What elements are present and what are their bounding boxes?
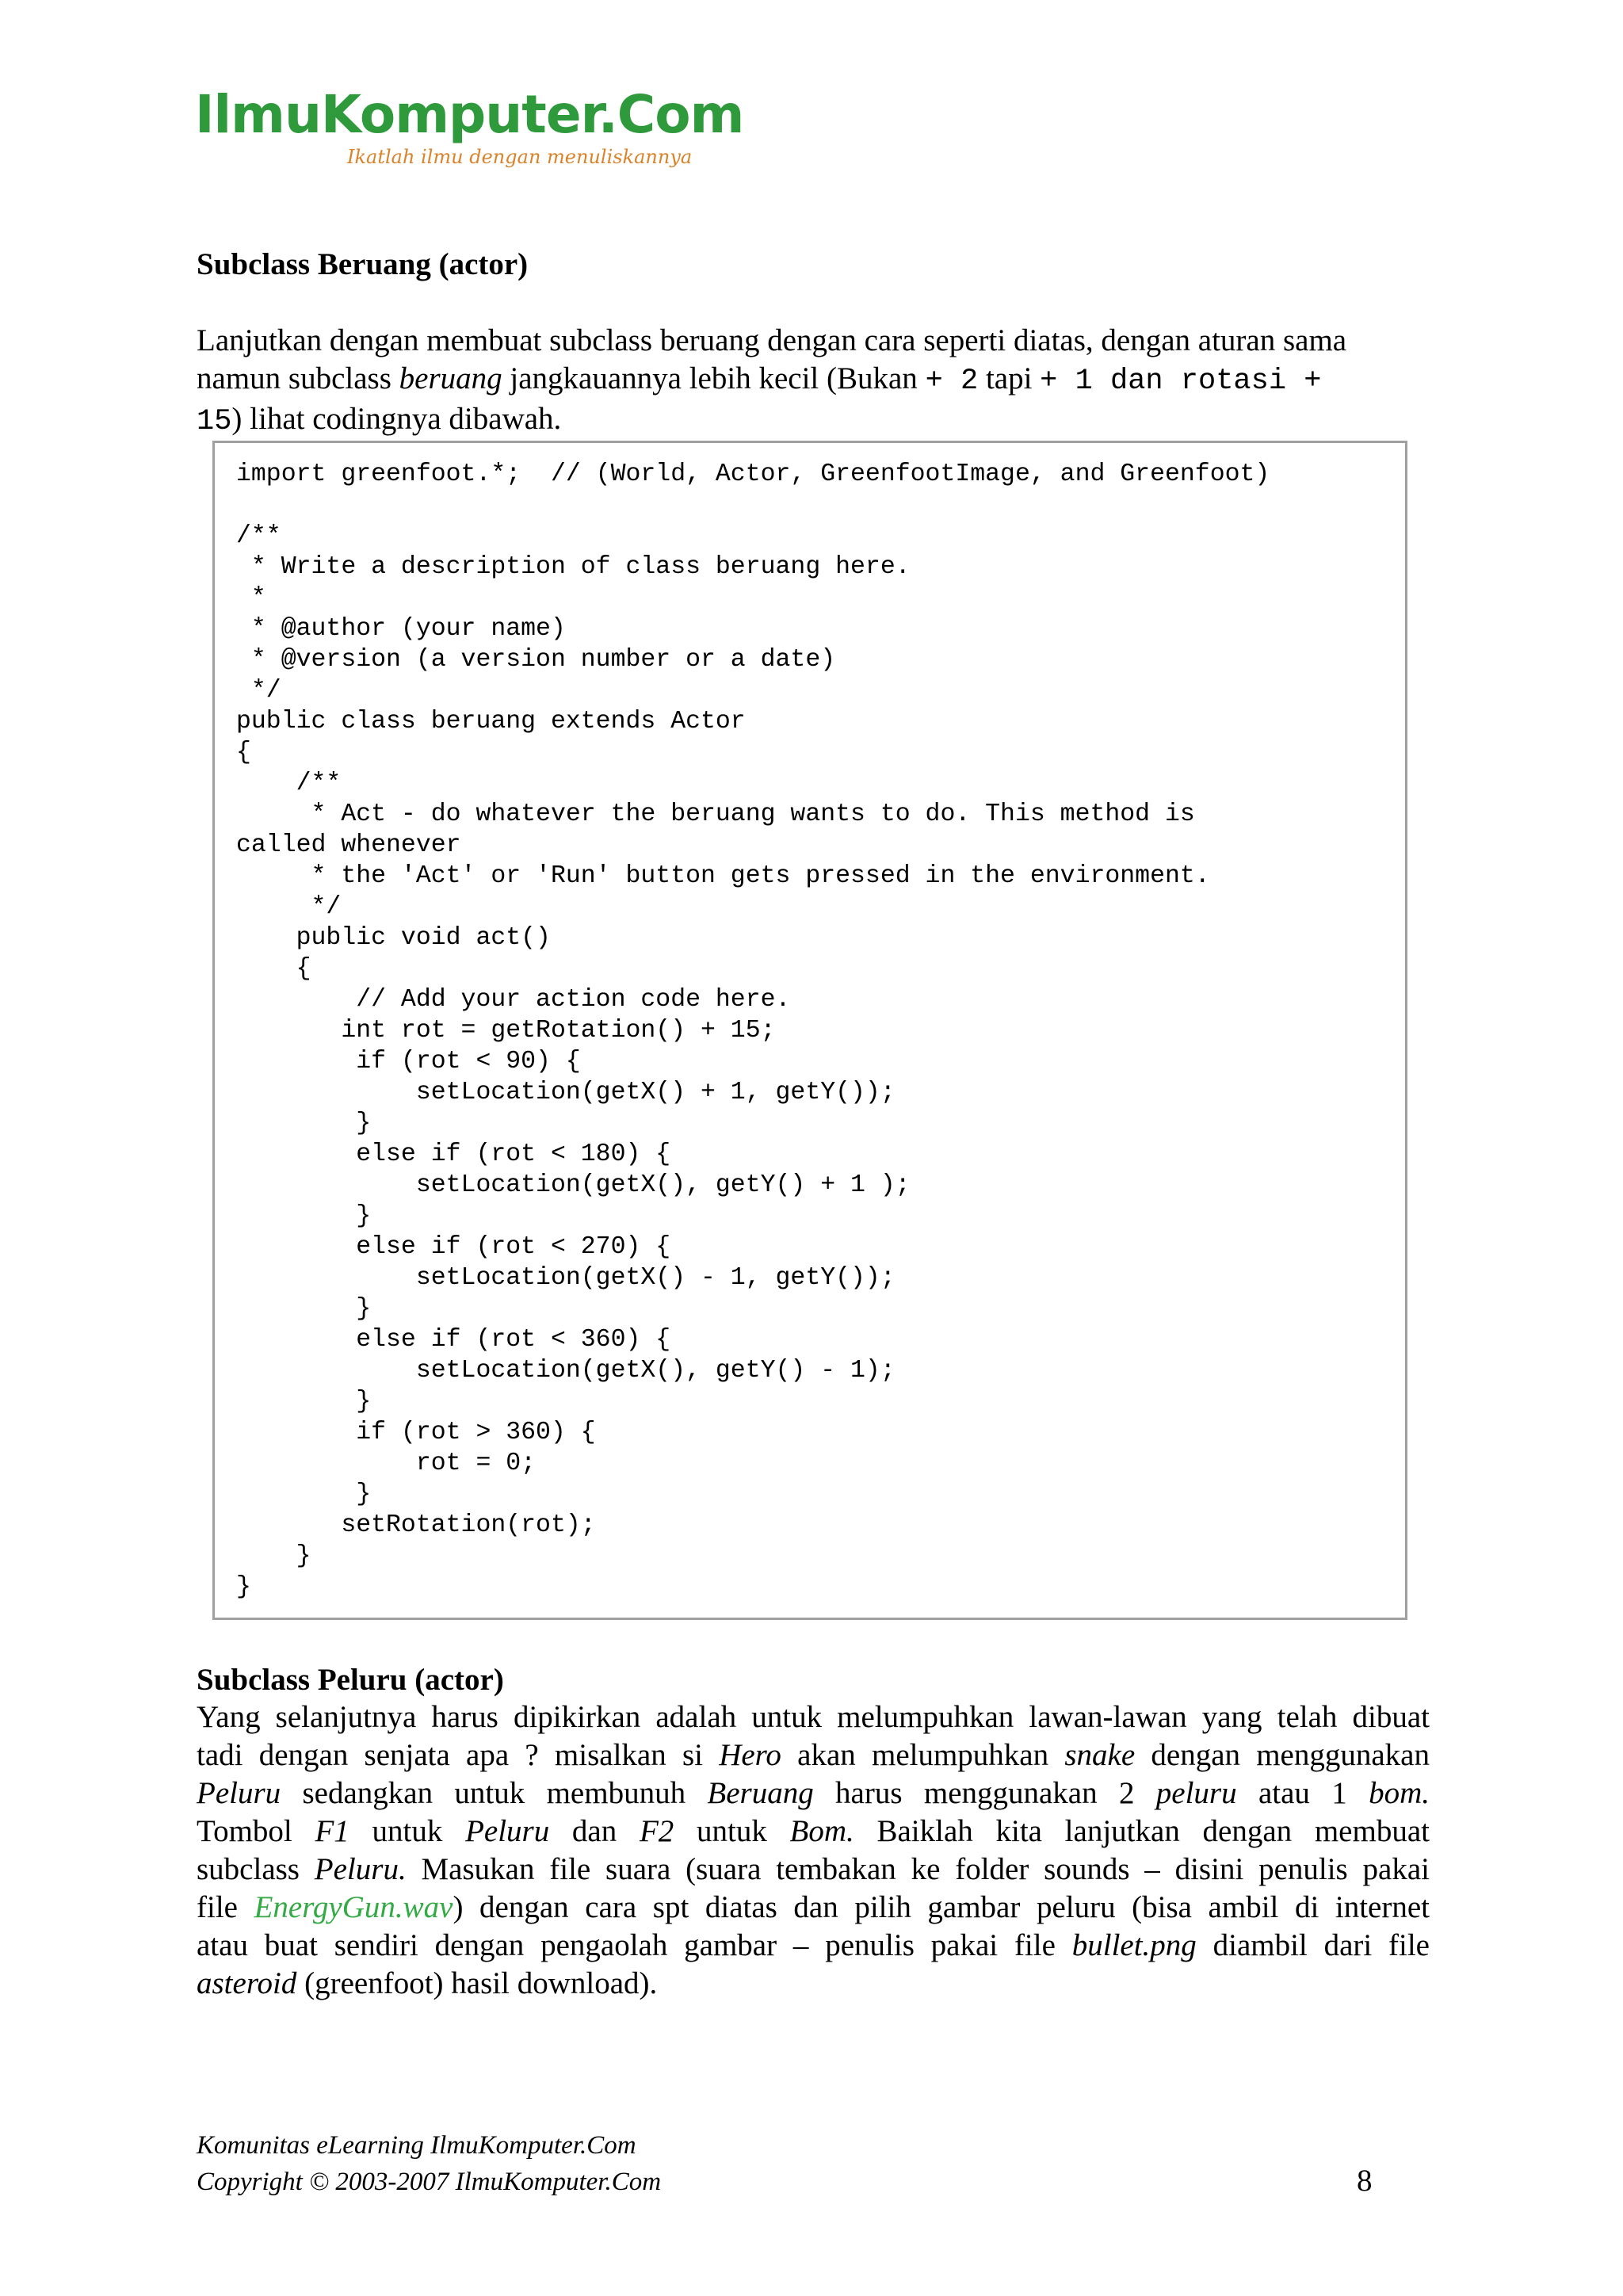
para-line: Peluru sedangkan untuk membunuh Beruang harus menggunakan 2 peluru atau 1 bom.	[197, 1776, 1430, 1810]
file-link-energygun[interactable]: EnergyGun.wav	[254, 1890, 453, 1924]
site-logo	[195, 84, 744, 184]
section-heading-beruang: Subclass Beruang (actor)	[197, 247, 529, 281]
section-heading-peluru: Subclass Peluru (actor)	[197, 1663, 504, 1697]
para-line: asteroid (greenfoot) hasil download).	[197, 1966, 658, 2000]
para-line: tadi dengan senjata apa ? misalkan si Hero akan melumpuhkan snake dengan menggunakan	[197, 1738, 1430, 1772]
para-line: namun subclass beruang jangkauannya lebih kecil (Bukan + 2 tapi + 1 dan rotasi +	[197, 361, 1322, 398]
logo-tagline: Ikatlah ilmu dengan menuliskannya	[347, 146, 693, 168]
para-line: Tombol F1 untuk Peluru dan F2 untuk Bom. Baiklah kita lanjutkan dengan membuat	[197, 1814, 1430, 1848]
paragraph-beruang	[197, 322, 1430, 441]
para-line: atau buat sendiri dengan pengaolah gambar – penulis pakai file bullet.png diambil dari file	[197, 1928, 1430, 1962]
code-block	[212, 441, 1407, 1620]
para-line: 15) lihat codingnya dibawah.	[197, 402, 562, 438]
paragraph-peluru	[197, 1698, 1430, 2003]
para-line: Lanjutkan dengan membuat subclass beruang dengan cara seperti diatas, dengan aturan sama	[197, 323, 1347, 357]
para-line: Yang selanjutnya harus dipikirkan adalah untuk melumpuhkan lawan-lawan yang telah dibuat	[197, 1700, 1430, 1734]
code-listing: import greenfoot.*; // (World, Actor, GreenfootImage, and Greenfoot) /** * Write a description of class beruang here. * * @author (your name) * @version (a version number or a date) */ public class beruang extends Actor { /** * Act - do whatever the beruang wants to do. This method is called whenever * the 'Act' or 'Run' button gets pressed in the environment. */ public void act() { // Add your action code here. int rot = getRotation() + 15; if (rot < 90) { setLocation(getX() + 1, getY()); } else if (rot < 180) { setLocation(getX(), getY() + 1 ); } else if (rot < 270) { setLocation(getX() - 1, getY()); } else if (rot < 360) { setLocation(getX(), getY() - 1); } if (rot > 360) { rot = 0; } setRotation(rot); } }	[236, 460, 1270, 1601]
para-line: subclass Peluru. Masukan file suara (suara tembakan ke folder sounds – disini penulis pakai	[197, 1852, 1430, 1886]
footer-community: Komunitas eLearning IlmuKomputer.Com	[197, 2131, 636, 2160]
logo-name: IlmuKomputer.Com	[195, 84, 744, 145]
footer-copyright: Copyright © 2003-2007 IlmuKomputer.Com	[197, 2168, 662, 2196]
page-number: 8	[1357, 2164, 1373, 2198]
para-line: file EnergyGun.wav) dengan cara spt diatas dan pilih gambar peluru (bisa ambil di internet	[197, 1890, 1430, 1924]
